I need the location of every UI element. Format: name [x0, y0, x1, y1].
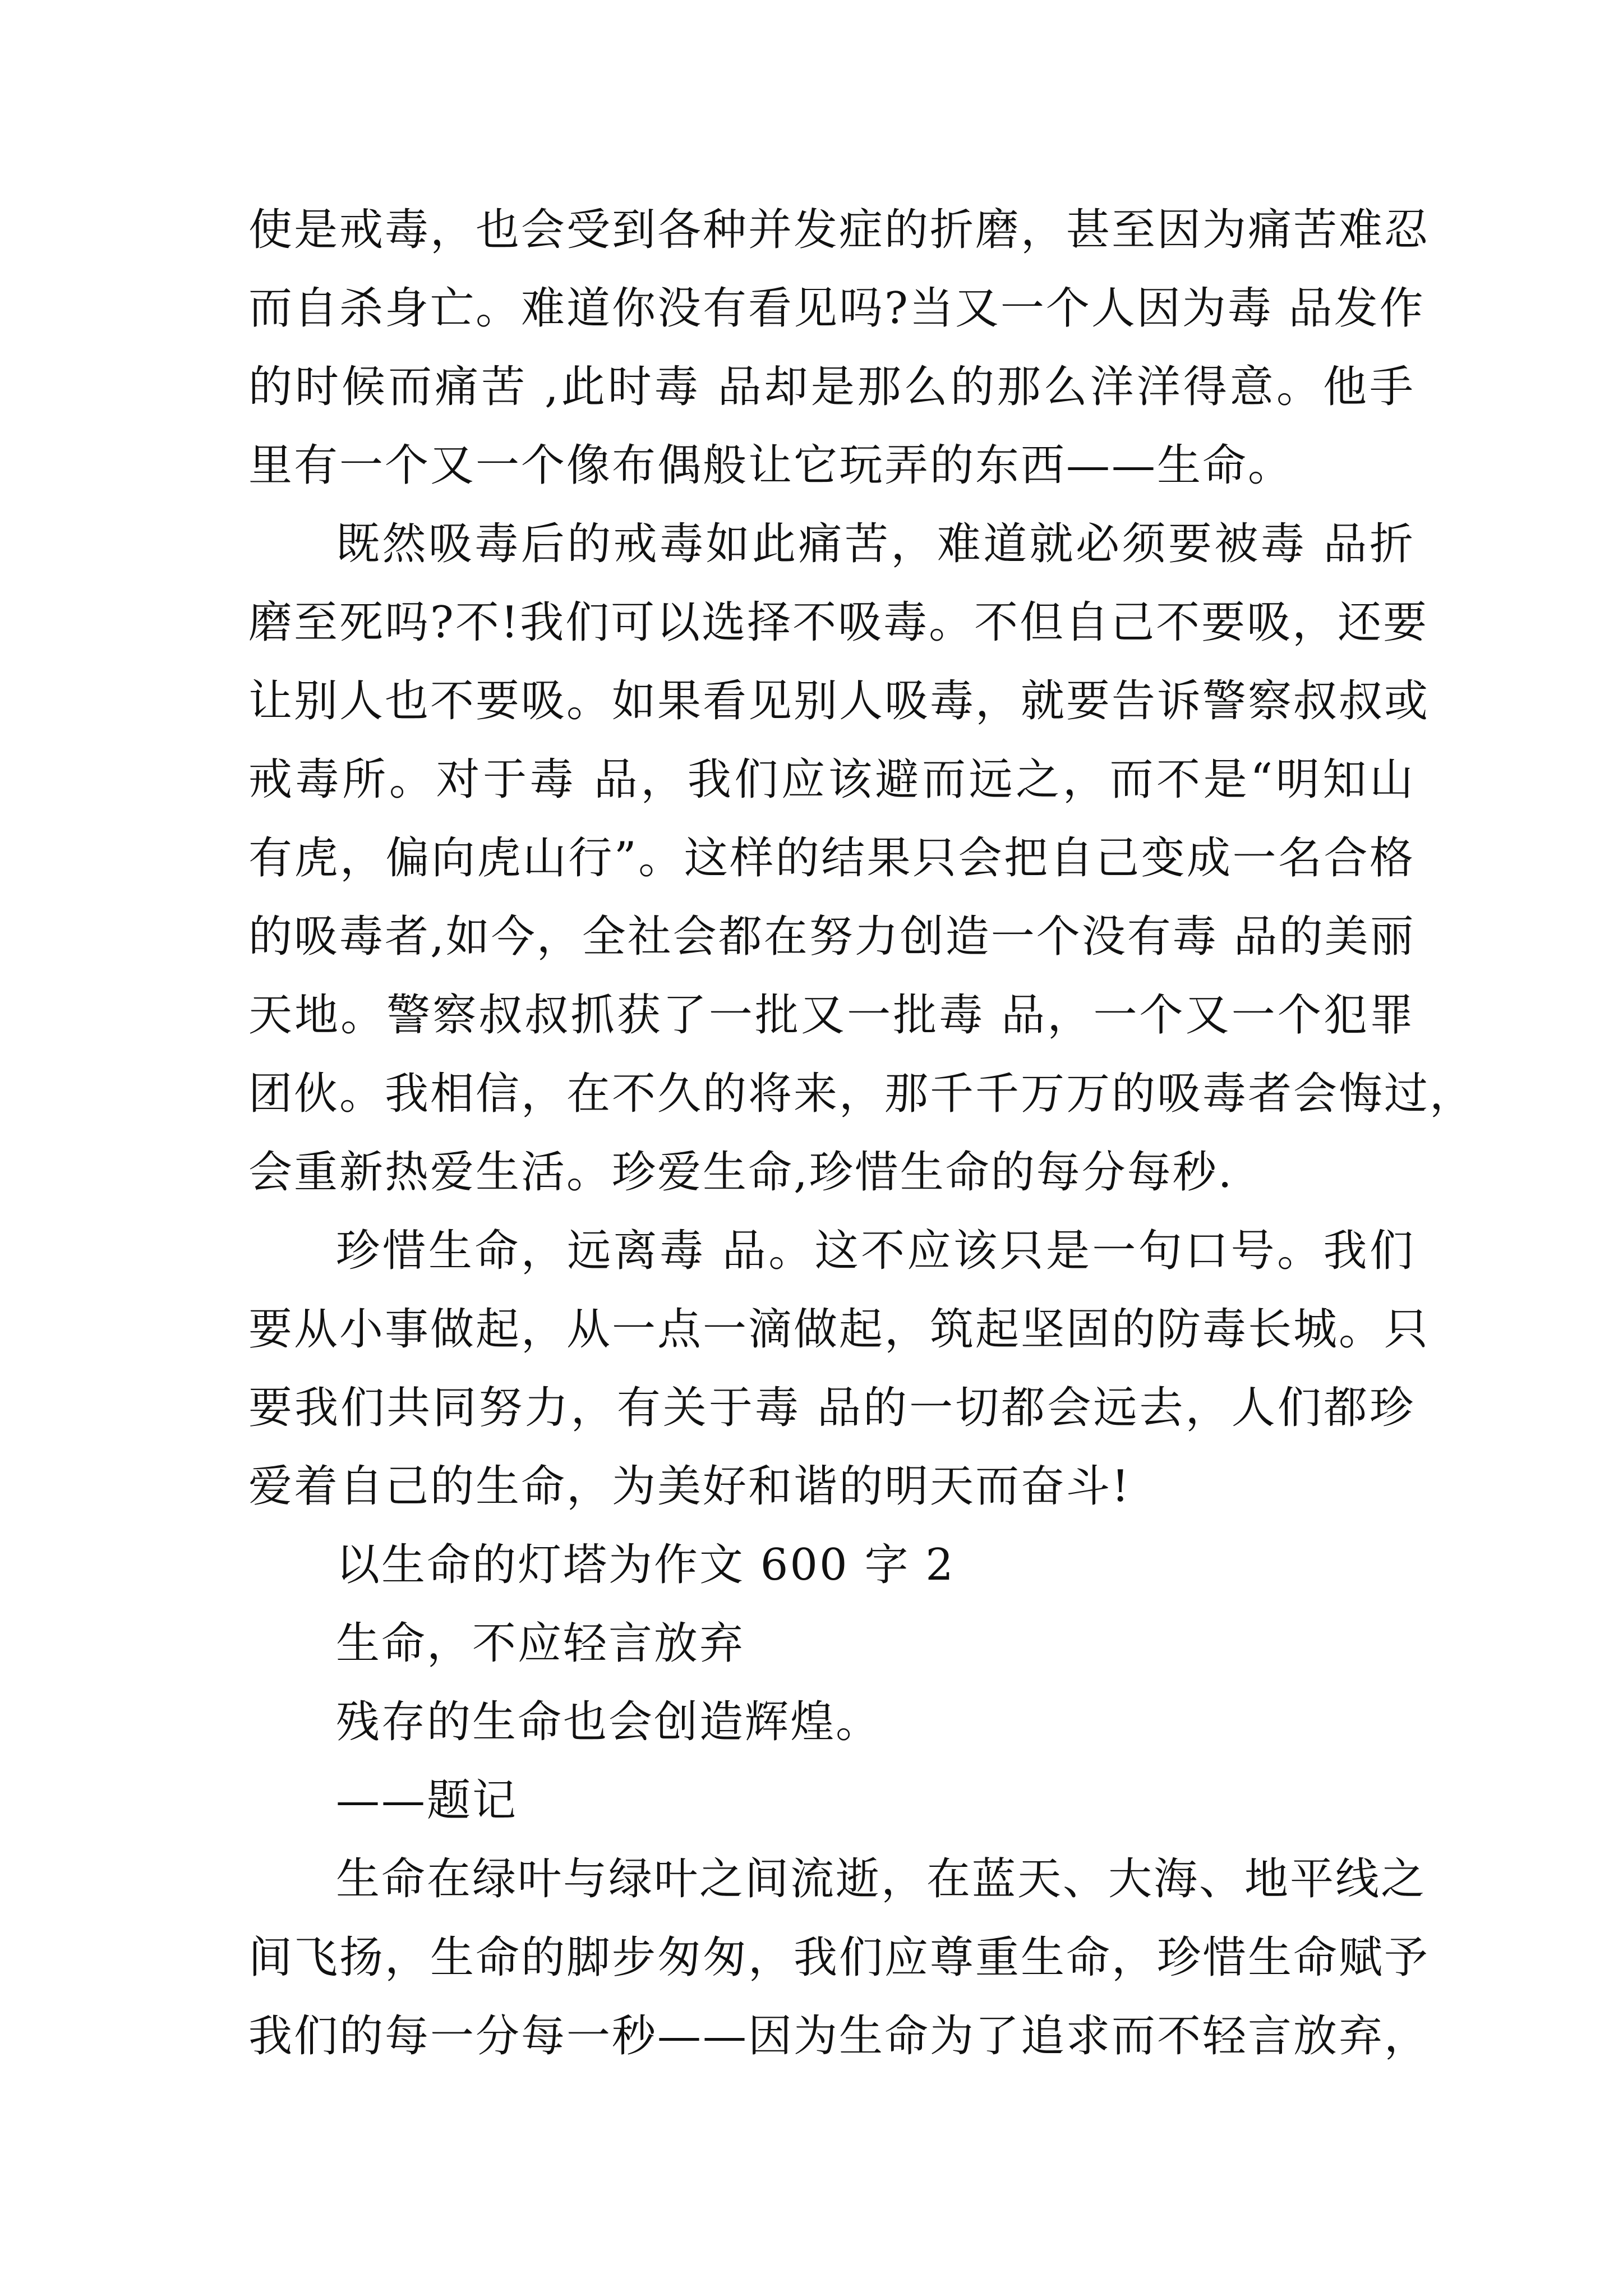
text-line-16: 要我们共同努力，有关于毒 品的一切都会远去，人们都珍: [248, 1383, 1415, 1433]
essay-title: 生命，不应轻言放弃: [336, 1618, 745, 1669]
text-line-4: 里有一个又一个像布偶般让它玩弄的东西——生命。: [248, 440, 1294, 491]
text-line-9: 有虎，偏向虎山行”。这样的结果只会把自己变成一名合格: [248, 833, 1415, 884]
text-line-17: 爱着自己的生命，为美好和谐的明天而奋斗!: [248, 1461, 1131, 1512]
text-line-7: 让别人也不要吸。如果看见别人吸毒，就要告诉警察叔叔或: [248, 676, 1430, 726]
text-line-24: 我们的每一分每一秒——因为生命为了追求而不轻言放弃，: [248, 2011, 1430, 2062]
text-line-1: 使是戒毒，也会受到各种并发症的折磨，甚至因为痛苦难忍: [248, 205, 1430, 255]
text-line-15: 要从小事做起，从一点一滴做起，筑起坚固的防毒长城。只: [248, 1304, 1430, 1355]
text-line-22: 生命在绿叶与绿叶之间流逝，在蓝天、大海、地平线之: [336, 1854, 1427, 1904]
text-line-10: 的吸毒者,如今，全社会都在努力创造一个没有毒 品的美丽: [248, 912, 1415, 962]
text-line-12: 团伙。我相信，在不久的将来，那千千万万的吸毒者会悔过，: [248, 1069, 1476, 1119]
text-line-2: 而自杀身亡。难道你没有看见吗?当又一个人因为毒 品发作: [248, 283, 1425, 334]
text-line-23: 间飞扬，生命的脚步匆匆，我们应尊重生命，珍惜生命赋予: [248, 1932, 1430, 1983]
epigraph: 残存的生命也会创造辉煌。: [336, 1697, 882, 1747]
text-line-6: 磨至死吗?不!我们可以选择不吸毒。不但自己不要吸，还要: [248, 597, 1429, 648]
epigraph-attribution: ——题记: [336, 1775, 518, 1826]
text-line-14: 珍惜生命，远离毒 品。这不应该只是一句口号。我们: [336, 1226, 1415, 1276]
essay-heading: 以生命的灯塔为作文 600 字 2: [336, 1540, 955, 1590]
text-line-3: 的时候而痛苦 ,此时毒 品却是那么的那么洋洋得意。他手: [248, 362, 1415, 412]
text-line-8: 戒毒所。对于毒 品，我们应该避而远之，而不是“明知山: [248, 754, 1415, 805]
text-line-11: 天地。警察叔叔抓获了一批又一批毒 品，一个又一个犯罪: [248, 990, 1415, 1041]
text-line-13: 会重新热爱生活。珍爱生命,珍惜生命的每分每秒.: [248, 1147, 1234, 1198]
text-line-5: 既然吸毒后的戒毒如此痛苦，难道就必须要被毒 品折: [336, 519, 1415, 569]
